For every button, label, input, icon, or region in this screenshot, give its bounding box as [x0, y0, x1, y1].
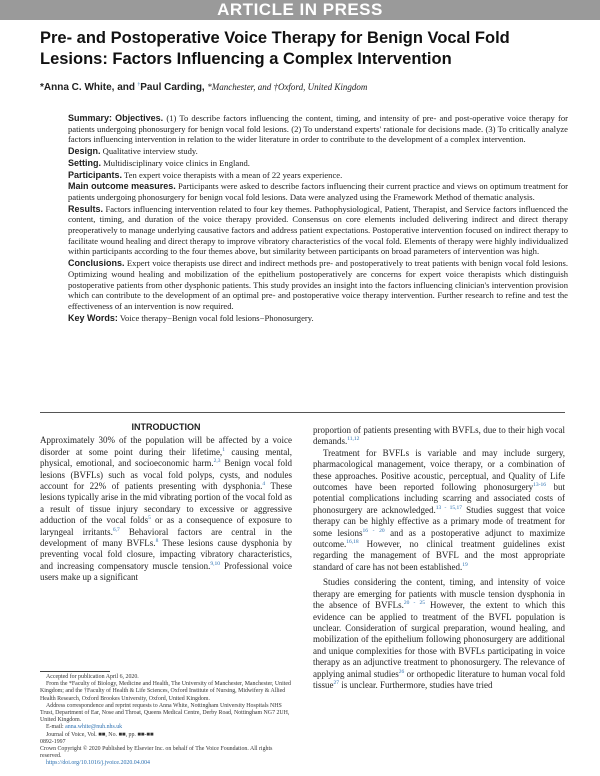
citation[interactable]: 4	[262, 481, 266, 488]
citation[interactable]: 11,12	[347, 436, 360, 443]
left-column	[40, 422, 292, 584]
citation[interactable]: 2,3	[213, 458, 221, 465]
right-paragraph-1: proportion of patients presenting with BVFLs, due to their high vocal demands.$^{11,12}$	[313, 425, 565, 447]
citation[interactable]: 13 - 15,17	[435, 504, 462, 511]
keywords-text: Voice therapy−Benign vocal fold lesions−Phonosurgery.	[119, 312, 314, 323]
footnote-journal: Journal of Voice, Vol. ■■, No. ■■, pp. ■■-■■	[46, 731, 154, 738]
footnote-email: E-mail: anna.white@nuh.nhs.uk	[46, 724, 123, 731]
citation[interactable]: 1	[222, 446, 225, 453]
intro-paragraph: Approximately 30% of the population will be affected by a voice disorder at some point during their lifetime,$^1$ causing mental, physical, emotional, and socioeconomic harm.$^{2,3}$ Benign vocal fold lesions (BVFLs) such as vocal fold polyps, cysts, and nodules account for 22% of patients presenting with dysphonia.$^4$ These lesions typically arise in the mid vibrating portion of the vocal fold as a result of tissue injury secondary to excessive or aggressive adduction of the vocal folds$^5$ or as a consequence of exposure to laryngeal irritants.$^{6,7}$ Behavioral factors are central in the development of many BVFLs.$^8$ These lesions cause dysphonia by preventing vocal fold closure, impacting vibratory characteristics, and increasing compensatory muscle tension.$^{9,10}$ Professional voice users make up a significant	[40, 435, 293, 583]
setting-label: Setting.	[68, 157, 101, 168]
setting-text: Multidisciplinary voice clinics in England.	[103, 157, 250, 168]
keywords-label: Key Words:	[68, 312, 118, 323]
abstract-results	[68, 204, 568, 258]
footnote-affiliations: From the *Faculty of Biology, Medicine and Health, The University of Manchester, Manchester, United Kingdom; and the †Faculty of Health & Life Sciences, Oxford Institute of Nursing, Midwifery & Allied Health Research, Oxford Brookes University, Oxford, United Kingdom.	[40, 681, 291, 702]
citation[interactable]: 16 - 20	[362, 527, 385, 534]
affiliation-mark: †	[137, 81, 141, 88]
citation[interactable]: 16,18	[346, 539, 359, 546]
right-paragraph-3: Studies considering the content, timing, and intensity of voice therapy are emerging for patients with muscle tension dysphonia in the absence of BVFLs.$^{20 - 25}$ However, the extent to which this evidence can be applied to treatment of the BVFL population is unclear. Consideration of surgical preparation, wound healing, and mobilization of the epithelium following phonosurgery are additional and unique complexities for those with BVFLs participating in voice therapy as an adjunctive treatment to phonosurgery. The relevance of applying animal studies$^{26}$ or orthopedic literature to human vocal fold tissue$^{27}$ is unclear. Furthermore, studies have tried	[313, 577, 565, 690]
right-column	[313, 425, 565, 691]
article-title: Pre- and Postoperative Voice Therapy for Benign Vocal Fold Lesions: Factors Influencing a Complex Intervention	[40, 29, 510, 68]
article-in-press-banner: ARTICLE IN PRESS	[0, 0, 600, 20]
abstract	[68, 113, 568, 324]
abstract-conclusions	[68, 258, 568, 312]
outcome-label: Main outcome measures.	[68, 181, 176, 192]
conclusions-label: Conclusions.	[68, 258, 125, 269]
abstract-outcome	[68, 181, 568, 202]
citation[interactable]: 6,7	[112, 526, 120, 533]
conclusions-text: Expert voice therapists use direct and indirect methods pre- and postoperatively to treat patients with benign vocal fold lesions. Optimizing wound healing and mobilization of the epithelium postoperatively are concerns for expert voice therapists which distinguish postoperative patients from other dysphonic patients. This study provides an insight into the factors influencing clinician's intervention provision which can contribute to the development of an optimal pre- and postoperative voice therapy intervention. Further research to refine and test the effectiveness of an intervention is now required.	[68, 258, 568, 311]
objectives-label: Objectives.	[115, 113, 164, 123]
citation[interactable]: 27	[333, 679, 340, 686]
footnote-copyright: Crown Copyright © 2020 Published by Elsevier Inc. on behalf of The Voice Foundation. All rights reserved.	[40, 746, 273, 760]
footnote-accepted: Accepted for publication April 6, 2020.	[46, 674, 139, 680]
right-paragraph-2: Treatment for BVFLs is variable and may include surgery, pharmacological management, voice therapy, or a combination of these approaches. Positive acoustic, perceptual, and Quality of Life outcomes have been reported following phonosurgery$^{13-16}$ but potential complications including scarring and associated costs of phonosurgery are acknowledged.$^{13 - 15,17}$ Studies suggest that voice therapy can be highly effective as a primary mode of treatment for some lesions$^{16 - 20}$ and as a postoperative adjunct to maximize outcome.$^{16,18}$ However, no clinical treatment guidelines exist regarding the management of BVFL and the most appropriate standard of care has not been established.$^{19}$	[313, 447, 565, 572]
citation[interactable]: 9,10	[210, 560, 220, 567]
author-affiliation: *Manchester, and †Oxford, United Kingdom	[207, 82, 368, 92]
author-line	[40, 82, 580, 93]
doi-link[interactable]: https://doi.org/10.1016/j.jvoice.2020.04.004	[46, 760, 150, 767]
design-label: Design.	[68, 146, 101, 157]
citation[interactable]: 13-16	[533, 482, 546, 489]
author-names-b: Paul Carding,	[140, 82, 205, 93]
outcome-text: Participants were asked to describe factors influencing their current practice and views on optimum treatment for patients undergoing phonosurgery for benign vocal fold lesions. Data were analyzed using the Framework Method of thematic analysis.	[68, 181, 568, 202]
summary-label: Summary:	[68, 113, 113, 123]
footnote-issn: 0892-1997	[40, 738, 66, 745]
abstract-setting	[68, 158, 568, 169]
author-names-a: *Anna C. White, and	[40, 82, 135, 93]
citation[interactable]: 19	[462, 561, 468, 568]
abstract-keywords	[68, 313, 568, 324]
citation[interactable]: 8	[155, 538, 159, 545]
abstract-participants	[68, 170, 568, 181]
email-link[interactable]: anna.white@nuh.nhs.uk	[65, 724, 123, 731]
citation[interactable]: 5	[148, 515, 151, 522]
abstract-design	[68, 146, 568, 157]
participants-label: Participants.	[68, 169, 123, 180]
design-text: Qualitative interview study.	[102, 146, 198, 157]
footnotes	[40, 674, 292, 768]
introduction-heading: INTRODUCTION	[131, 422, 201, 432]
footnote-address: Address correspondence and reprint requests to Anna White, Nottingham University Hospitals NHS Trust, Department of Ear, Nose and Throat, Queens Medical Centre, Derby Road, Nottingham NG7 2UH, United Kingdom.	[40, 702, 290, 724]
footnote-divider	[40, 671, 110, 672]
abstract-objectives	[68, 113, 568, 145]
participants-text: Ten expert voice therapists with a mean of 22 years experience.	[124, 169, 343, 180]
results-label: Results.	[68, 203, 104, 214]
results-text: Factors influencing intervention related to four key themes. Pathophysiological, Patient, Therapist, and Service factors influenced the content, timing, and duration of the voice therapy provided. Consensus on core elements included delivering indirect and direct therapy preoperatively to manage underlying causative factors and address patient expectations. Postoperative intervention focused on indirect therapy to facilitate wound healing and direct therapy to improve vibratory characteristics of the vocal fold. Elements of therapy were highly individualized within participants according to the four themes above, but similarity between participants on broad parameters of intervention was high.	[68, 203, 568, 257]
citation[interactable]: 26	[398, 668, 405, 675]
objectives-text: (1) To describe factors influencing the content, timing, and intensity of pre- and post-operative voice therapy for patients undergoing phonosurgery for benign vocal fold lesions. (2) To understand experts' rationale for decisions made. (3) To critically analyze factors influencing intervention in relation to the wider literature in order to contribute to the development of a complex intervention.	[68, 113, 568, 145]
abstract-divider	[40, 412, 565, 413]
citation[interactable]: 20 - 25	[403, 600, 425, 607]
